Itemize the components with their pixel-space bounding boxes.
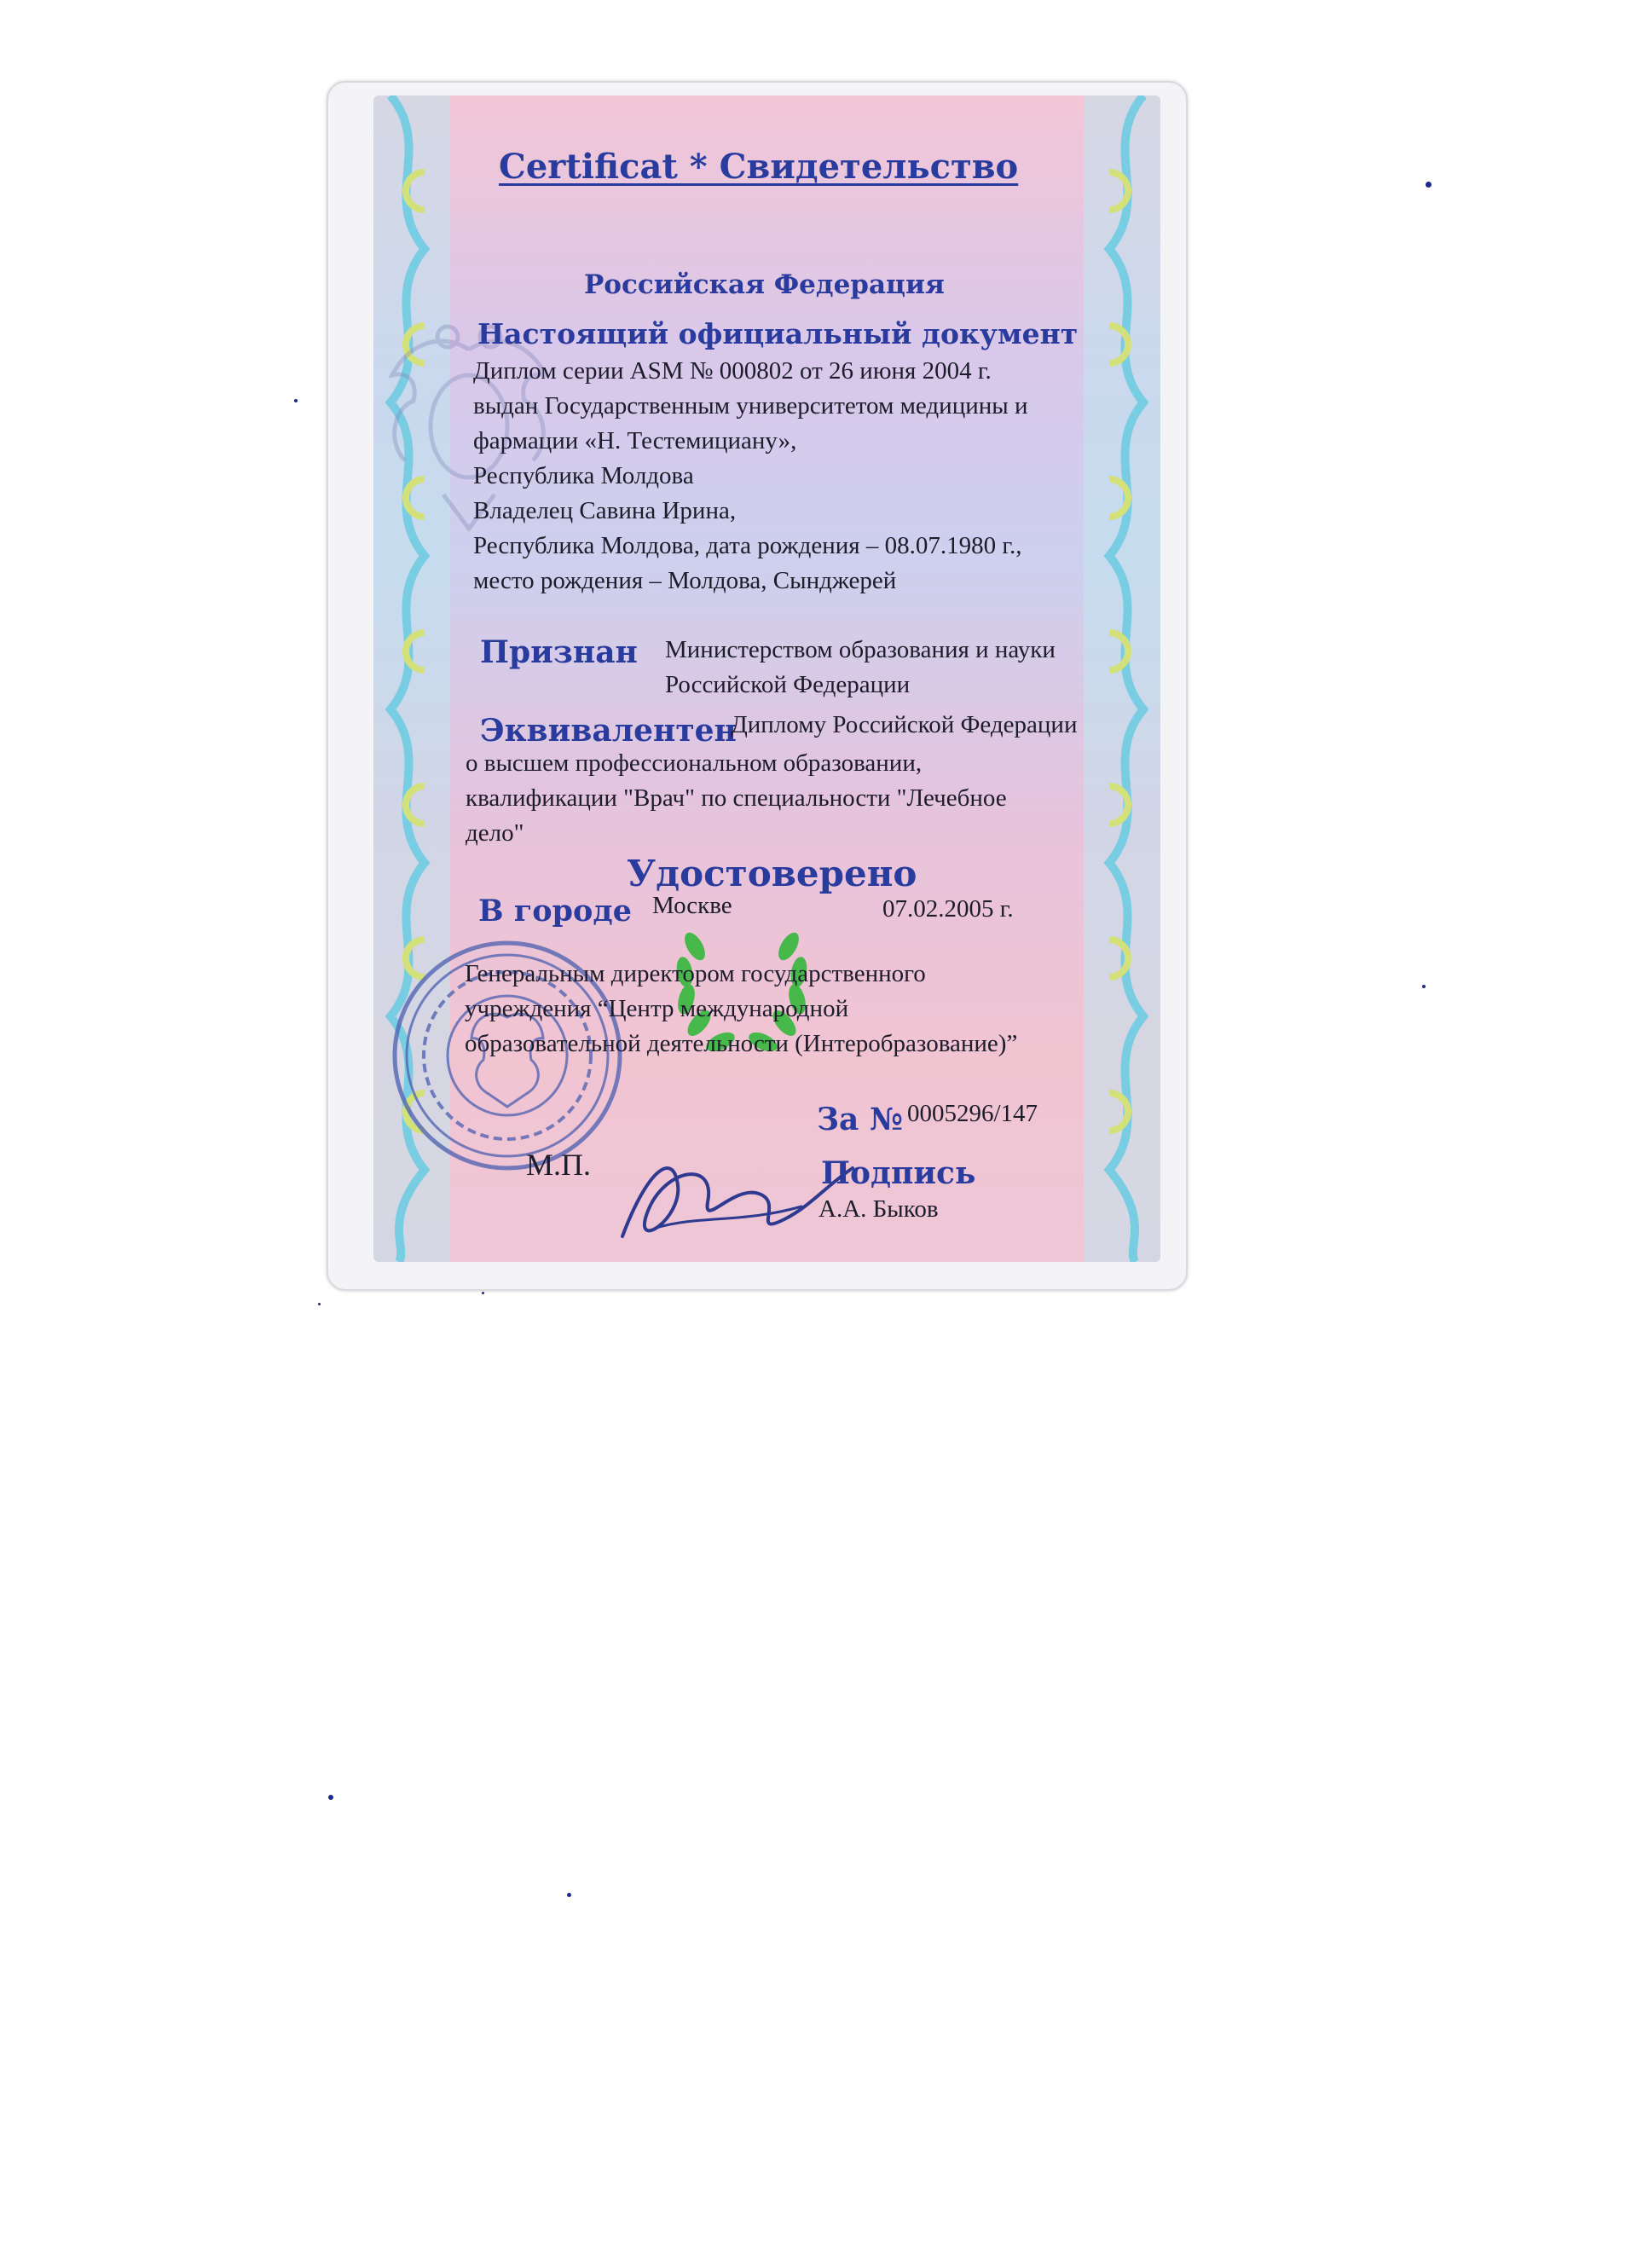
certified-heading: Удостоверено (627, 853, 917, 894)
city-value: Москве (652, 892, 732, 919)
detail-line: выдан Государственным университетом медицины и (473, 392, 1028, 419)
seal-place-label: М.П. (526, 1148, 592, 1182)
diploma-details (473, 354, 1028, 599)
equivalent-lead: Диплому Российской Федерации (731, 711, 1078, 738)
signature-label: Подпись (821, 1155, 976, 1191)
recognized-label: Признан (480, 634, 638, 670)
authority-line: образовательной деятельности (Интеробразование)” (465, 1030, 1018, 1057)
document-heading: Настоящий официальный документ (477, 317, 1079, 350)
signatory-name: А.А. Быков (818, 1195, 939, 1223)
right-ornament-border (1084, 95, 1160, 1262)
issue-date: 07.02.2005 г. (882, 895, 1014, 923)
equivalent-line: дело" (466, 819, 524, 847)
equivalent-line: о высшем профессиональном образовании, (466, 749, 923, 777)
detail-line: фармации «Н. Тестемициану», (473, 427, 797, 454)
certificate-title: Certificat * Свидетельство (499, 147, 1019, 187)
equivalent-line: квалификации "Врач" по специальности "Лечебное (466, 784, 1007, 812)
recognized-line: Министерством образования и науки (665, 636, 1056, 663)
issuing-authority (465, 957, 1017, 1062)
recognized-line: Российской Федерации (665, 671, 911, 698)
recognized-by (665, 633, 1056, 703)
authority-line: Генеральным директором государственного (465, 960, 926, 987)
detail-line: Владелец Савина Ирина, (473, 497, 737, 524)
detail-line: Республика Молдова, дата рождения – 08.07.1980 г., (473, 532, 1022, 559)
equivalent-details (466, 746, 1007, 851)
number-label: За № (817, 1102, 903, 1137)
authority-line: учреждения “Центр международной (465, 995, 849, 1022)
detail-line: Республика Молдова (473, 462, 694, 489)
detail-line: Диплом серии ASM № 000802 от 26 июня 2004 г. (473, 357, 992, 385)
city-label: В городе (478, 894, 632, 929)
equivalent-label: Эквивалентен (480, 713, 737, 749)
detail-line: место рождения – Молдова, Сынджерей (473, 567, 897, 594)
country-heading: Российская Федерация (584, 269, 945, 300)
certificate-number: 0005296/147 (907, 1100, 1038, 1127)
